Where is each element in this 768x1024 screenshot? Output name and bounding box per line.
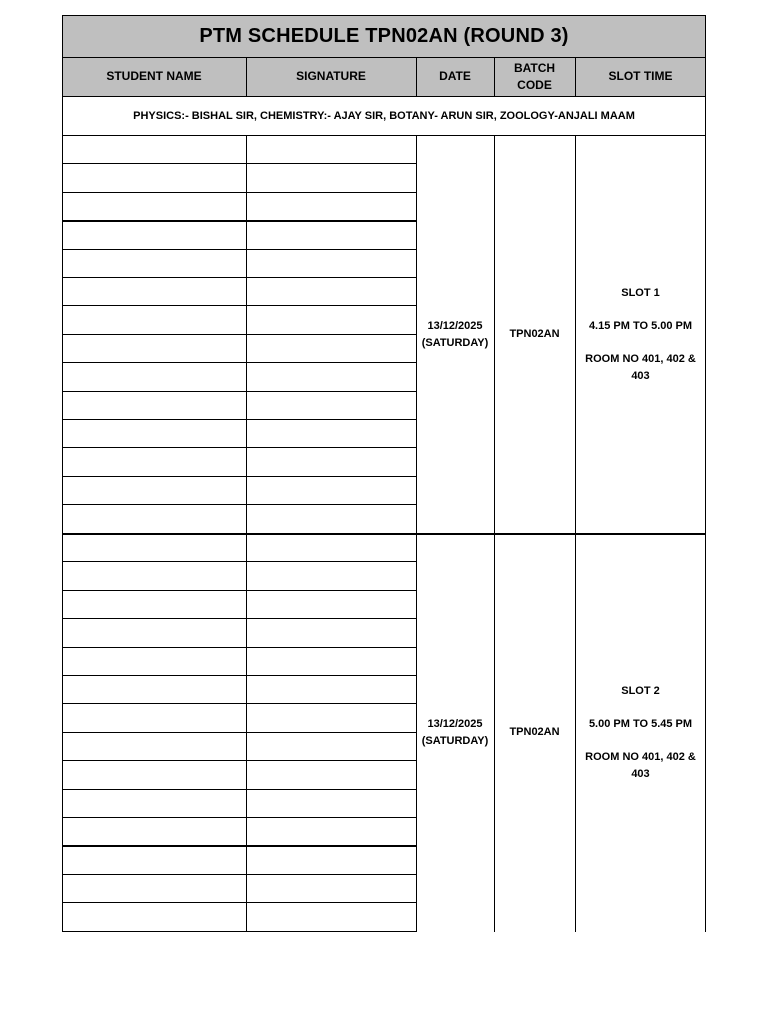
grid-line — [62, 135, 706, 136]
schedule-title — [62, 15, 706, 57]
row-divider — [62, 447, 417, 448]
student-name-cell[interactable] — [62, 278, 246, 306]
student-name-cell[interactable] — [62, 221, 246, 249]
student-name-cell[interactable] — [62, 363, 246, 391]
grid-line — [494, 135, 495, 932]
slot2-day: (SATURDAY) — [421, 734, 489, 747]
row-divider — [62, 362, 417, 363]
grid-line — [416, 135, 417, 932]
signature-cell[interactable] — [246, 164, 416, 192]
student-name-cell[interactable] — [62, 392, 246, 420]
row-divider — [62, 902, 417, 903]
grid-line — [246, 57, 247, 96]
row-divider — [62, 419, 417, 420]
slot1-batch-cell — [494, 136, 575, 533]
header-date: DATE — [416, 57, 494, 96]
student-name-cell[interactable] — [62, 306, 246, 334]
slot2-label: SLOT 2 — [621, 684, 660, 697]
row-divider — [62, 931, 417, 932]
row-divider — [62, 874, 417, 875]
row-divider — [62, 760, 417, 761]
signature-cell[interactable] — [246, 335, 416, 363]
student-name-cell[interactable] — [62, 420, 246, 448]
grid-line — [246, 135, 247, 932]
student-name-cell[interactable] — [62, 164, 246, 192]
student-name-cell[interactable] — [62, 250, 246, 278]
row-divider — [62, 647, 417, 648]
student-name-cell[interactable] — [62, 448, 246, 476]
student-name-cell[interactable] — [62, 193, 246, 221]
header-batch-code: BATCH CODE — [494, 57, 575, 96]
student-name-cell[interactable] — [62, 903, 246, 931]
slot2-time-cell — [575, 534, 706, 931]
grid-line — [62, 96, 706, 97]
student-name-cell[interactable] — [62, 477, 246, 505]
student-name-cell[interactable] — [62, 591, 246, 619]
student-name-cell[interactable] — [62, 875, 246, 903]
slot1-date-cell — [416, 136, 494, 533]
row-divider — [62, 476, 417, 477]
signature-cell[interactable] — [246, 903, 416, 931]
slot1-day: (SATURDAY) — [421, 336, 489, 349]
row-divider — [62, 391, 417, 392]
student-name-cell[interactable] — [62, 790, 246, 818]
grid-line — [62, 533, 706, 535]
teachers-note: PHYSICS:- BISHAL SIR, CHEMISTRY:- AJAY SIR, BOTANY- ARUN SIR, ZOOLOGY-ANJALI MAAM — [133, 110, 635, 122]
signature-cell[interactable] — [246, 221, 416, 249]
signature-cell[interactable] — [246, 676, 416, 704]
row-divider — [62, 618, 417, 619]
schedule-title-text: PTM SCHEDULE TPN02AN (ROUND 3) — [199, 24, 569, 47]
header-student-name: STUDENT NAME — [62, 57, 246, 96]
slot1-time: 4.15 PM TO 5.00 PM — [588, 319, 693, 332]
student-name-cell[interactable] — [62, 648, 246, 676]
row-divider — [62, 249, 417, 250]
slot1-date: 13/12/2025 — [427, 319, 483, 332]
row-divider — [62, 334, 417, 335]
student-name-cell[interactable] — [62, 335, 246, 363]
signature-cell[interactable] — [246, 534, 416, 562]
grid-line — [62, 15, 63, 932]
signature-cell[interactable] — [246, 648, 416, 676]
grid-line — [494, 57, 495, 96]
student-name-cell[interactable] — [62, 761, 246, 789]
row-divider — [62, 703, 417, 704]
signature-cell[interactable] — [246, 193, 416, 221]
student-name-cell[interactable] — [62, 562, 246, 590]
student-name-cell[interactable] — [62, 846, 246, 874]
slot2-time: 5.00 PM TO 5.45 PM — [588, 717, 693, 730]
row-divider — [62, 789, 417, 790]
grid-line — [62, 57, 706, 58]
signature-cell[interactable] — [246, 591, 416, 619]
signature-cell[interactable] — [246, 278, 416, 306]
grid-line — [575, 135, 576, 932]
signature-cell[interactable] — [246, 562, 416, 590]
row-divider — [62, 305, 417, 306]
row-divider — [62, 220, 417, 222]
student-name-cell[interactable] — [62, 136, 246, 164]
student-name-cell[interactable] — [62, 534, 246, 562]
signature-cell[interactable] — [246, 250, 416, 278]
row-divider — [62, 277, 417, 278]
signature-cell[interactable] — [246, 619, 416, 647]
slot1-label: SLOT 1 — [621, 286, 660, 299]
grid-line — [416, 57, 417, 96]
signature-cell[interactable] — [246, 790, 416, 818]
signature-cell[interactable] — [246, 477, 416, 505]
signature-cell[interactable] — [246, 306, 416, 334]
grid-line — [705, 15, 706, 932]
signature-cell[interactable] — [246, 704, 416, 732]
row-divider — [62, 845, 417, 847]
row-divider — [62, 732, 417, 733]
signature-cell[interactable] — [246, 733, 416, 761]
signature-cell[interactable] — [246, 448, 416, 476]
signature-cell[interactable] — [246, 392, 416, 420]
row-divider — [62, 561, 417, 562]
grid-line — [62, 15, 706, 16]
signature-cell[interactable] — [246, 505, 416, 533]
student-name-cell[interactable] — [62, 676, 246, 704]
row-divider — [62, 675, 417, 676]
signature-cell[interactable] — [246, 818, 416, 846]
slot1-batch-code: TPN02AN — [509, 328, 560, 340]
slot2-room-line1: ROOM NO 401, 402 & — [585, 750, 696, 763]
student-name-cell[interactable] — [62, 704, 246, 732]
signature-cell[interactable] — [246, 363, 416, 391]
slot2-batch-code: TPN02AN — [509, 726, 560, 738]
header-signature: SIGNATURE — [246, 57, 416, 96]
signature-cell[interactable] — [246, 420, 416, 448]
slot1-room-line2: 403 — [631, 369, 650, 382]
signature-cell[interactable] — [246, 136, 416, 164]
slot2-date-cell — [416, 534, 494, 931]
slot2-date: 13/12/2025 — [427, 717, 483, 730]
slot2-room-line2: 403 — [631, 767, 650, 780]
slot1-room-line1: ROOM NO 401, 402 & — [585, 352, 696, 365]
ptm-schedule-sheet — [62, 15, 706, 932]
header-slot-time: SLOT TIME — [575, 57, 706, 96]
row-divider — [62, 590, 417, 591]
student-name-cell[interactable] — [62, 619, 246, 647]
student-name-cell[interactable] — [62, 818, 246, 846]
slot2-batch-cell — [494, 534, 575, 931]
row-divider — [62, 192, 417, 193]
row-divider — [62, 504, 417, 505]
signature-cell[interactable] — [246, 875, 416, 903]
student-name-cell[interactable] — [62, 733, 246, 761]
student-name-cell[interactable] — [62, 505, 246, 533]
signature-cell[interactable] — [246, 846, 416, 874]
grid-line — [575, 57, 576, 96]
row-divider — [62, 163, 417, 164]
slot1-time-cell — [575, 136, 706, 533]
row-divider — [62, 817, 417, 818]
signature-cell[interactable] — [246, 761, 416, 789]
